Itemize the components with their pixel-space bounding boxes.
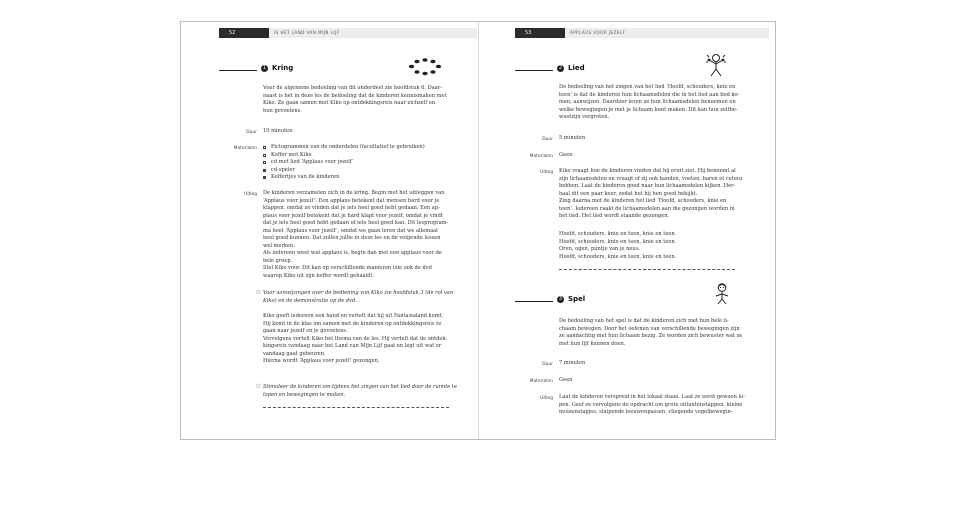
list-item: cd met lied ‘Applaus voor jezelf’ [263, 159, 449, 167]
duur-label: Duur [542, 362, 553, 367]
running-head-title: IS HET LAND VAN MIJN LIJF [269, 28, 477, 38]
list-item: cd-speler [263, 167, 449, 175]
list-item: Pictogrammen van de onderdelen (facultatief te gebruiken) [263, 144, 449, 152]
intro-paragraph: De bedoeling van het spel is dat de kinderen zich met hun hele li- chaam bewegen. Door het oefenen van verschillende bewegingen zijn ze aandachtig met hun lichaam bezig. Ze worden zich bewuster wat ze met hun lijf kunnen doen. [559, 318, 743, 347]
circle-of-dots-icon [407, 57, 443, 77]
left-page [181, 22, 477, 439]
filled-square-icon [263, 169, 266, 172]
uitleg-label: Uitleg [540, 170, 553, 175]
dancing-figure-icon [705, 52, 727, 78]
section-number: 1 [262, 65, 267, 71]
duur-value: 7 minuten [559, 360, 586, 366]
intro-paragraph: De bedoeling van het zingen van het lied ‘Hoofd, schouders, knie en teen’ is dat de kinderen hun lichaamsdelen die in het lied aan bod ko- men, aanwijzen. Daardoor leren ze hun lichaamsdelen benoemen en welke bewegingen je met je lichaam kunt maken. Dit kan hun zelfbe- wustzijn vergroten. [559, 84, 740, 120]
uitleg-label: Uitleg [244, 192, 257, 197]
section-title: Kring [272, 64, 294, 72]
running-header [515, 28, 769, 38]
star-icon: ☆ [255, 288, 262, 296]
checkbox-icon [263, 154, 266, 157]
right-page [479, 22, 775, 439]
child-figure-icon [712, 282, 732, 306]
materialen-value: Geen [559, 152, 573, 158]
filled-square-icon [263, 176, 266, 179]
running-head-title: APPLAUS VOOR JEZELF [565, 28, 769, 38]
uitleg-paragraph: De kinderen verzamelen zich in de kring. Begin met het uitleggen van ‘Applaus voor jezelf’: Een applaus betekent dat mensen hard voor je klappen, omdat ze vinden dat je iets heel goed hebt gedaan. Een ap- plaus voor jezelf betekent dat je hard klapt voor jezelf, omdat je vindt dat je iets heel goed hebt gedaan of iets heel goed kan. Dit lesprogram- ma heet ‘Applaus voor jezelf’, omdat we gaan leren dat we allemaal heel goed kunnen. Dat zullen jullie in deze les en de volgende lessen wel merken. Als iedereen weet wat applaus is, begin dan met een applaus voor de hele groep. Stel Kiko voor. Dit kan op verschillende manieren (zie ook de dvd waarop Kiko uit zijn koffer wordt gehaald). [263, 190, 449, 279]
materialen-label: Materialen [233, 146, 257, 151]
materialen-label: Materialen [529, 154, 553, 159]
page-number: 52 [229, 30, 236, 36]
checkbox-icon [263, 146, 266, 149]
tip-note: Stimuleer de kinderen om tijdens het zingen van het lied door de ruimte te lopen en bewegingen te maken. [263, 384, 457, 398]
song-lyrics: Hoofd, schouders, knie en teen, knie en teen. Hoofd, schouders, knie en teen, knie en teen. Oren, ogen, puntje van je neus. Hoofd, schouders, knie en teen, knie en teen. [559, 231, 677, 260]
uitleg-label: Uitleg [540, 396, 553, 401]
book-spread [180, 21, 776, 440]
section-rule [515, 70, 553, 71]
checkbox-icon [263, 161, 266, 164]
page-number: 53 [525, 30, 532, 36]
section-title: Spel [568, 295, 586, 303]
star-icon: ☆ [255, 382, 262, 390]
uitleg-paragraph: Kiko vraagt hoe de kinderen vinden dat hij eruit ziet. Hij benoemt al zijn lichaamsdelen en vraagt of zij ook handen, voeten, haren et cetera hebben. Laat de kinderen goed naar hun lichaamsdelen kijken. Her- haal dit een paar keer, zodat het hij hen goed bekijkt. Zing daarna met de kinderen het lied ‘Hoofd, schouders, knie en teen’. Iedereen raakt de lichaamsdelen aan die gezongen worden in het lied. Het lied wordt staande gezongen. [559, 168, 743, 219]
section-heading-kring [219, 64, 419, 74]
list-item: Koffertjes van de kinderen [263, 174, 449, 182]
tip-note: Voor aanwijzingen over de bediening van Kiko zie hoofdstuk 3 (de rol van Kiko) en de demonstratie op de dvd. [263, 290, 454, 304]
section-number: 2 [558, 65, 563, 71]
uitleg-paragraph: Laat de kinderen verspreid in het lokaal staan. Laat ze eerst gewoon lo- pen. Geef ze vervolgens de opdracht om grote olifantenstappen, kleine muizenstapjes, sluipende leeuwenpassen, vliegende vogelbewegin- [559, 394, 745, 415]
section-end-rule [263, 407, 449, 408]
section-title: Lied [568, 64, 585, 72]
tip-body-paragraph: Kiko geeft iedereen een hand en vertelt dat hij uit Fantasialand komt. Hij komt in de klas om samen met de kinderen op ontdekkingsreis te gaan naar jezelf en je gevoelens. Vervolgens vertelt Kiko het thema van de les. Hij vertelt dat de ontdek- kingsreis vandaag naar het Land van Mijn Lijf gaat en legt uit wat er vandaag gaat gebeuren. Hierna wordt ‘Applaus voor jezelf’ gezongen. [263, 313, 448, 364]
section-heading-lied [515, 64, 715, 74]
intro-paragraph: Voor de algemene bedoeling van dit onderdeel zie hoofdstuk 6. Daar- naast is het in deze les de bedoeling dat de kinderen kennismaken met Kiko. Ze gaan samen met Kiko op ontdekkingsreis naar zichzelf en hun gevoelens. [263, 85, 447, 114]
duur-label: Duur [246, 130, 257, 135]
duur-label: Duur [542, 137, 553, 142]
materials-list [263, 144, 449, 182]
materialen-value: Geen [559, 377, 573, 383]
list-item: Koffer met Kiko [263, 152, 449, 160]
section-rule [515, 301, 553, 302]
section-end-rule [559, 269, 735, 270]
section-rule [219, 70, 257, 71]
duur-value: 5 minuten [559, 135, 586, 141]
running-header [219, 28, 477, 38]
materialen-label: Materialen [529, 379, 553, 384]
section-number: 3 [558, 296, 563, 302]
duur-value: 10 minuten [263, 128, 293, 134]
section-heading-spel [515, 295, 715, 305]
